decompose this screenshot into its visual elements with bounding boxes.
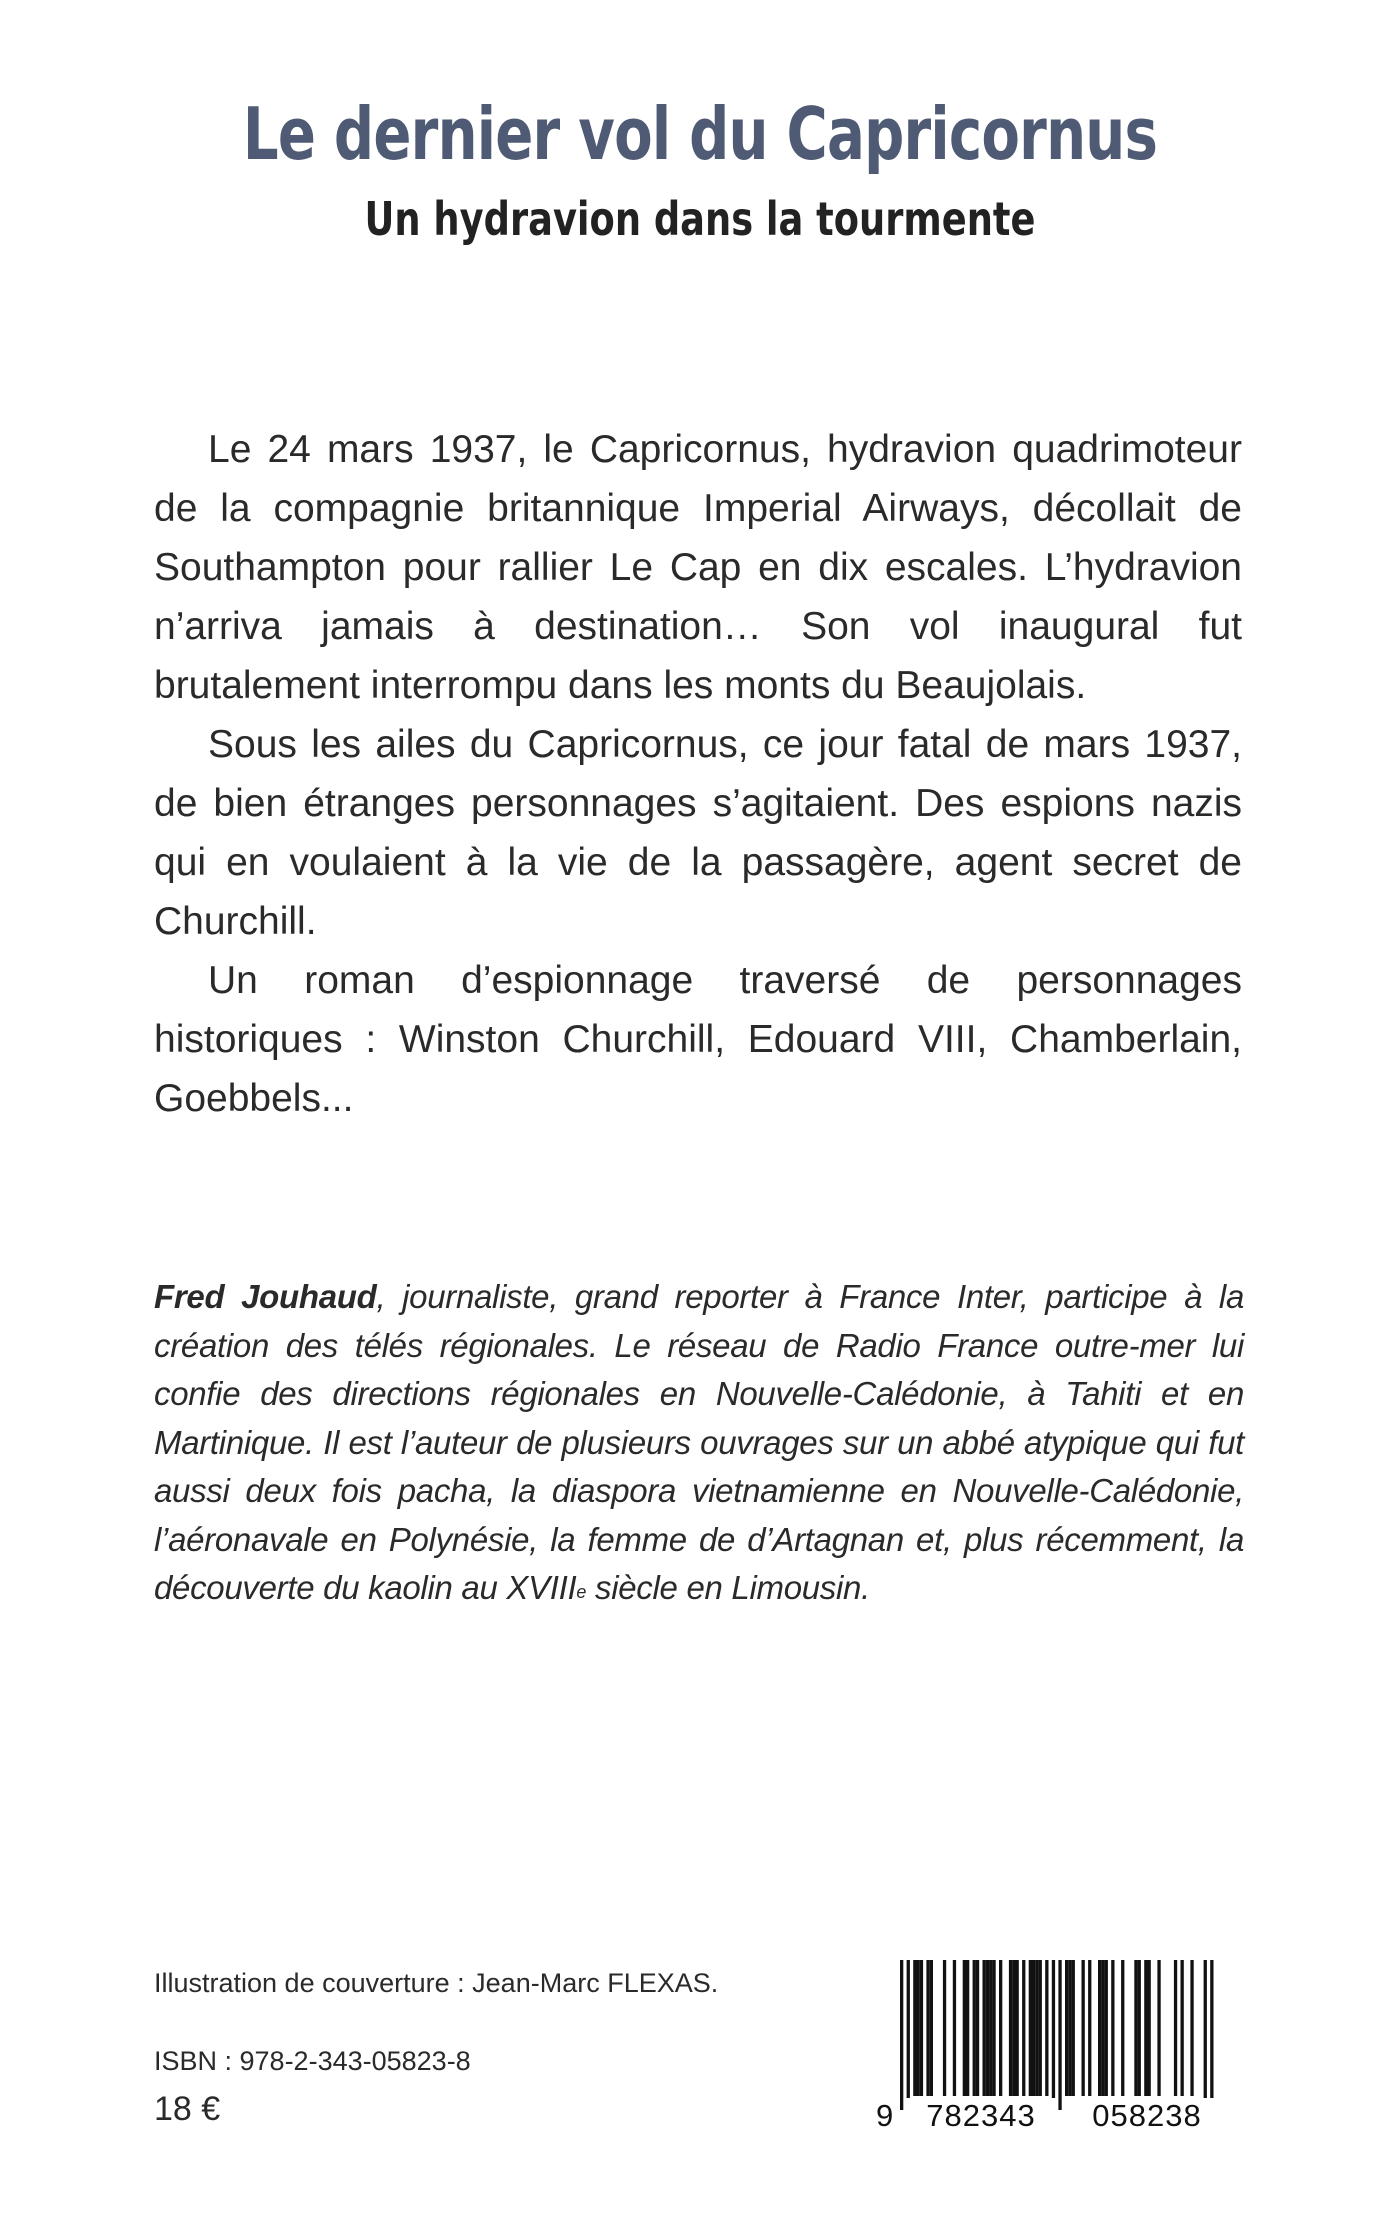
barcode-guard-bar: [1204, 1960, 1207, 2110]
barcode-bar: [930, 1960, 933, 2096]
summary-paragraph: Le 24 mars 1937, le Capricornus, hydravion quadrimoteur de la compagnie britannique Imperial Airways, décollait de Southampton pour rallier Le Cap en dix escales. L’hydravion n’arriva jamais à destination… Son vol inaugural fut brutalement interrompu dans les monts du Beaujolais.: [154, 428, 1242, 707]
bio-text-end: siècle en Limousin.: [586, 1569, 870, 1606]
summary-paragraph: Un roman d’espionnage traversé de personnages historiques : Winston Churchill, Edouard VIII, Chamberlain, Goebbels...: [154, 959, 1242, 1120]
barcode-bar: [943, 1960, 946, 2096]
barcode-bar: [1134, 1960, 1137, 2096]
barcode-bar: [1035, 1960, 1038, 2096]
barcode-guard-bar: [1052, 1960, 1055, 2110]
barcode-bar: [992, 1960, 995, 2096]
barcode-bar: [1065, 1960, 1068, 2096]
illustration-credit: Illustration de couverture : Jean-Marc FLEXAS.: [154, 1968, 719, 1998]
barcode-bar: [913, 1960, 916, 2096]
barcode-bar: [926, 1960, 929, 2096]
bio-text: , journaliste, grand reporter à France Inter, participe à la création des télés régionales. Le réseau de Radio France outre-mer lui confie des directions régionales en Nouvelle-Calédonie, à Tahiti et en Martinique. Il est l’auteur de plusieurs ouvrages sur un abbé atypique qui fut aussi deux fois pacha, la diaspora vietnamienne en Nouvelle-Calédonie, l’aéronavale en Polynésie, la femme de d’Artagnan et, plus récemment, la découverte du kaolin au XVIII: [154, 1278, 1245, 1606]
barcode-bar: [966, 1960, 969, 2096]
bio-superscript: e: [576, 1582, 587, 1602]
barcode-bar: [963, 1960, 966, 2096]
barcode-lead-digit: 9: [876, 2098, 894, 2133]
barcode-bar: [1157, 1960, 1160, 2096]
barcode-bar: [989, 1960, 992, 2096]
barcode-bar: [953, 1960, 956, 2096]
barcode-bar: [1111, 1960, 1114, 2096]
barcode-guard-bar: [907, 1960, 910, 2110]
barcode-bar: [999, 1960, 1002, 2096]
barcode-guard-bar: [1210, 1960, 1213, 2110]
barcode-bar: [1022, 1960, 1025, 2096]
author-bio: [154, 1273, 1244, 1613]
barcode-bar: [973, 1960, 976, 2096]
barcode-bar: [1068, 1960, 1071, 2096]
barcode-bar: [1045, 1960, 1048, 2096]
barcode-bar: [1138, 1960, 1141, 2096]
barcode-bar: [1121, 1960, 1124, 2096]
barcode-bars: [876, 1960, 1238, 2110]
barcode-group-left: 782343: [906, 2098, 1056, 2134]
barcode-bar: [1016, 1960, 1019, 2096]
barcode-bar: [1009, 1960, 1012, 2096]
barcode-bar: [1098, 1960, 1101, 2096]
barcode-bar: [1082, 1960, 1085, 2096]
barcode-bar: [1144, 1960, 1147, 2096]
barcode-bar: [1174, 1960, 1177, 2096]
barcode-bar: [1101, 1960, 1104, 2096]
book-title: Le dernier vol du Capricornus: [242, 92, 1158, 176]
barcode-bar: [1181, 1960, 1184, 2096]
barcode-bar: [1072, 1960, 1075, 2096]
barcode: [876, 1960, 1238, 2133]
barcode-bar: [917, 1960, 920, 2096]
barcode-bar: [1029, 1960, 1032, 2096]
barcode-bar: [920, 1960, 923, 2096]
barcode-bar: [976, 1960, 979, 2096]
barcode-guard-bar: [1058, 1960, 1061, 2110]
barcode-bar: [1039, 1960, 1042, 2096]
barcode-bar: [1190, 1960, 1193, 2096]
book-subtitle: Un hydravion dans la tourmente: [364, 192, 1036, 246]
barcode-bar: [1148, 1960, 1151, 2096]
isbn: ISBN : 978-2-343-05823-8: [154, 2046, 471, 2076]
barcode-guard-bar: [900, 1960, 903, 2110]
barcode-group-right: 058238: [1072, 2098, 1222, 2134]
barcode-bar: [983, 1960, 986, 2096]
summary-paragraph: Sous les ailes du Capricornus, ce jour fatal de mars 1937, de bien étranges personnages s’agitaient. Des espions nazis qui en voulaient à la vie de la passagère, agent secret de Churchill.: [154, 723, 1242, 943]
barcode-bar: [1032, 1960, 1035, 2096]
price: 18 €: [154, 2090, 221, 2128]
barcode-digits: [876, 2098, 1238, 2132]
barcode-bar: [1088, 1960, 1091, 2096]
back-cover-summary: [154, 420, 1242, 1128]
barcode-bar: [1105, 1960, 1108, 2096]
barcode-bar: [986, 1960, 989, 2096]
barcode-bar: [1012, 1960, 1015, 2096]
author-name: Fred Jouhaud: [154, 1278, 377, 1315]
